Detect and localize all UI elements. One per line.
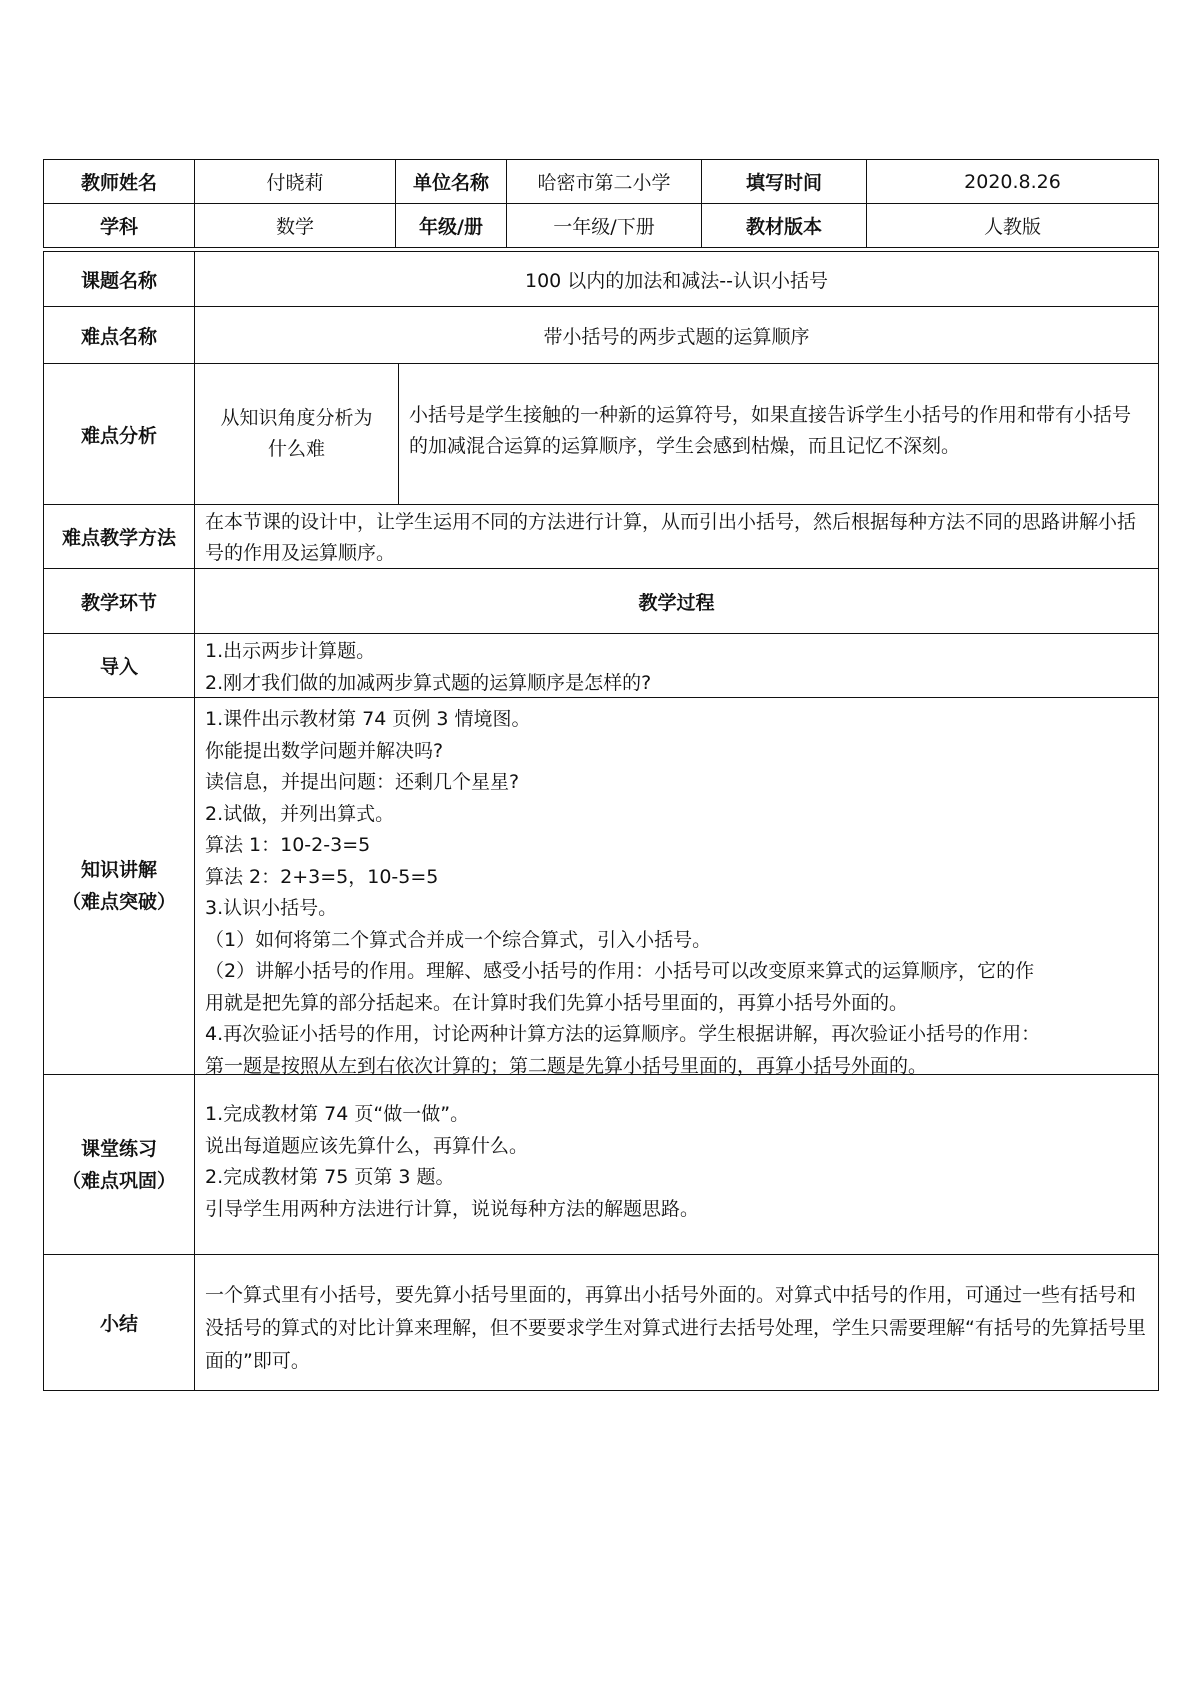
knowledge-label-line2: （难点突破） xyxy=(61,891,176,913)
analysis-text: 小括号是学生接触的一种新的运算符号，如果直接告诉学生小括号的作用和带有小括号的加减混合运算的运算顺序，学生会感到枯燥，而且记忆不深刻。 xyxy=(398,363,1159,505)
knowledge-line: 算法 2：2+3=5，10-5=5 xyxy=(205,865,439,888)
process-label: 教学环节 xyxy=(43,568,195,634)
summary-text: 一个算式里有小括号，要先算小括号里面的，再算出小括号外面的。对算式中括号的作用，可通过一些有括号和没括号的算式的对比计算来理解，但不要要求学生对算式进行去括号处理，学生只需要理解“有括号的先算括号里面的”即可。 xyxy=(194,1254,1159,1391)
analysis-label: 难点分析 xyxy=(43,363,195,505)
analysis-sub-label: 从知识角度分析为什么难 xyxy=(194,363,399,505)
unit-label: 单位名称 xyxy=(395,159,507,204)
grade-value: 一年级/下册 xyxy=(506,203,702,248)
method-text: 在本节课的设计中，让学生运用不同的方法进行计算，从而引出小括号，然后根据每种方法不同的思路讲解小括号的作用及运算顺序。 xyxy=(194,504,1159,569)
knowledge-line: 2.试做，并列出算式。 xyxy=(205,802,395,825)
practice-line: 说出每道题应该先算什么，再算什么。 xyxy=(205,1134,529,1157)
knowledge-line: 你能提出数学问题并解决吗? xyxy=(205,739,444,762)
method-label: 难点教学方法 xyxy=(43,504,195,569)
teacher-value: 付晓莉 xyxy=(194,159,396,204)
practice-content xyxy=(194,1074,1159,1255)
grade-label: 年级/册 xyxy=(395,203,507,248)
knowledge-line: 读信息，并提出问题：还剩几个星星? xyxy=(205,771,520,793)
edition-label: 教材版本 xyxy=(701,203,867,248)
practice-label xyxy=(43,1074,195,1255)
subject-value: 数学 xyxy=(194,203,396,248)
subject-label: 学科 xyxy=(43,203,195,248)
topic-label: 课题名称 xyxy=(43,251,195,307)
practice-line: 引导学生用两种方法进行计算，说说每种方法的解题思路。 xyxy=(205,1197,700,1220)
knowledge-line: 4.再次验证小括号的作用，讨论两种计算方法的运算顺序。学生根据讲解，再次验证小括号的作用： xyxy=(205,1023,1041,1045)
knowledge-line: 用就是把先算的部分括起来。在计算时我们先算小括号里面的，再算小括号外面的。 xyxy=(205,991,909,1014)
intro-label: 导入 xyxy=(43,633,195,698)
knowledge-line: 3.认识小括号。 xyxy=(205,897,338,919)
date-value: 2020.8.26 xyxy=(866,159,1159,204)
knowledge-content xyxy=(194,697,1159,1075)
difficulty-value: 带小括号的两步式题的运算顺序 xyxy=(194,306,1159,364)
knowledge-label xyxy=(43,697,195,1075)
topic-value: 100 以内的加法和减法--认识小括号 xyxy=(194,251,1159,307)
knowledge-line: （2）讲解小括号的作用。理解、感受小括号的作用：小括号可以改变原来算式的运算顺序，它的作 xyxy=(205,960,1035,982)
unit-value: 哈密市第二小学 xyxy=(506,159,702,204)
date-label: 填写时间 xyxy=(701,159,867,204)
practice-line: 1.完成教材第 74 页“做一做”。 xyxy=(205,1103,470,1125)
knowledge-line: 第一题是按照从左到右依次计算的；第二题是先算小括号里面的，再算小括号外面的。 xyxy=(205,1054,928,1077)
edition-value: 人教版 xyxy=(866,203,1159,248)
intro-line: 2.刚才我们做的加减两步算式题的运算顺序是怎样的? xyxy=(205,671,652,694)
knowledge-label-line1: 知识讲解 xyxy=(80,859,157,881)
knowledge-line: 算法 1：10-2-3=5 xyxy=(205,834,371,856)
teacher-label: 教师姓名 xyxy=(43,159,195,204)
intro-content xyxy=(194,633,1159,698)
summary-label: 小结 xyxy=(43,1254,195,1391)
practice-label-line2: （难点巩固） xyxy=(61,1169,176,1192)
process-value: 教学过程 xyxy=(194,568,1159,634)
knowledge-line: 1.课件出示教材第 74 页例 3 情境图。 xyxy=(205,708,531,730)
knowledge-line: （1）如何将第二个算式合并成一个综合算式，引入小括号。 xyxy=(205,928,712,951)
practice-line: 2.完成教材第 75 页第 3 题。 xyxy=(205,1166,455,1188)
difficulty-label: 难点名称 xyxy=(43,306,195,364)
practice-label-line1: 课堂练习 xyxy=(80,1137,157,1160)
intro-line: 1.出示两步计算题。 xyxy=(205,640,376,662)
